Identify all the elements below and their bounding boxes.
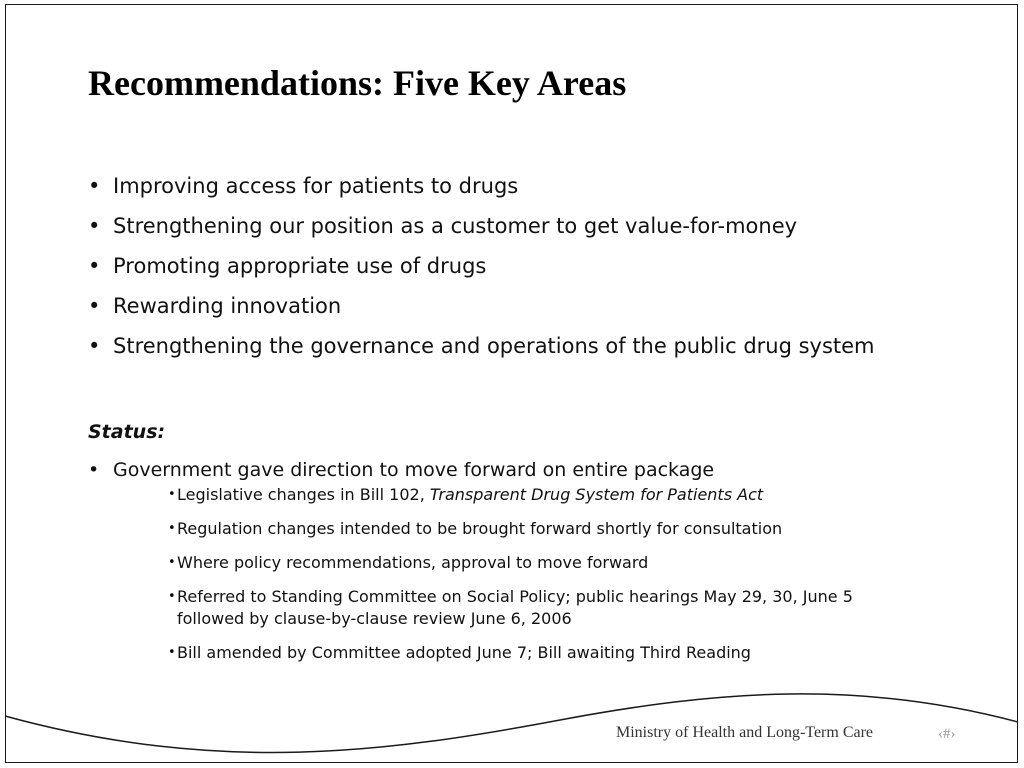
status-list — [88, 456, 968, 676]
status-sub-item-line: Referred to Standing Committee on Social Policy; public hearings May 29, 30, June 5 — [177, 587, 853, 606]
status-sub-item: • Where policy recommendations, approval to move forward — [145, 552, 957, 574]
status-sub-item-line: followed by clause-by-clause review June 6, 2006 — [177, 609, 572, 628]
status-sub-item — [145, 484, 957, 506]
status-main-item-text: Government gave direction to move forward on entire package — [113, 459, 715, 481]
key-areas-list — [88, 170, 875, 370]
status-sub-list — [145, 484, 1000, 664]
status-sub-item: • Regulation changes intended to be brought forward shortly for consultation — [145, 518, 957, 540]
status-label: Status: — [88, 421, 166, 443]
page-number: ‹#› — [938, 726, 956, 742]
slide-title: Recommendations: Five Key Areas — [88, 63, 627, 103]
key-area-item: • Strengthening our position as a customer to get value-for-money — [88, 210, 875, 242]
status-main-item — [88, 456, 968, 664]
footer-organization: Ministry of Health and Long-Term Care — [616, 724, 874, 741]
key-area-item: • Promoting appropriate use of drugs — [88, 250, 875, 282]
act-title: Transparent Drug System for Patients Act — [429, 485, 764, 504]
status-sub-item — [145, 586, 957, 630]
key-area-item: • Rewarding innovation — [88, 290, 875, 322]
key-area-item: • Improving access for patients to drugs — [88, 170, 875, 202]
status-sub-item: • Bill amended by Committee adopted June 7; Bill awaiting Third Reading — [145, 642, 957, 664]
key-area-item: • Strengthening the governance and operations of the public drug system — [88, 330, 875, 362]
status-sub-item-text: Legislative changes in Bill 102, — [177, 485, 430, 504]
